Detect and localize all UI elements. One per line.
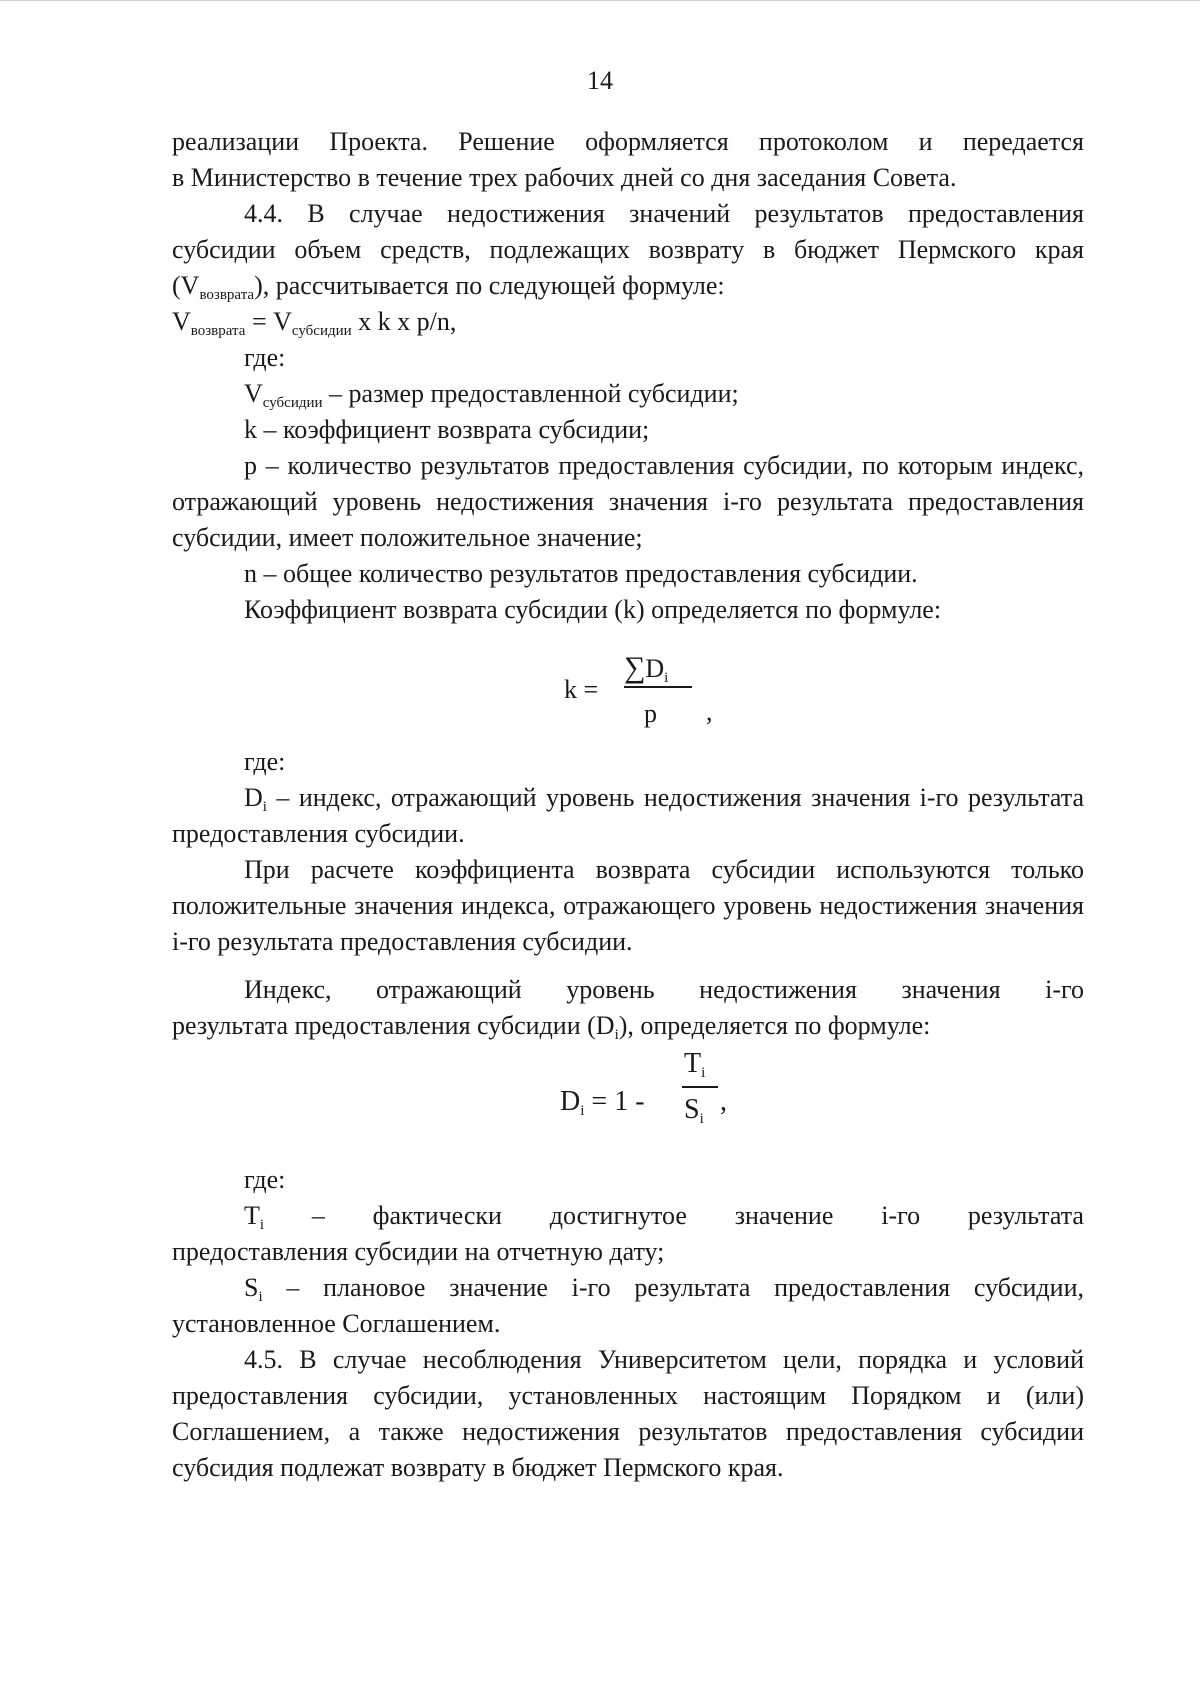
formula-d-rest: = 1 - [584, 1086, 645, 1117]
formula-k-numerator [624, 650, 668, 687]
formula-refund-eq: = V [245, 307, 292, 336]
index-word: отражающий [376, 975, 522, 1004]
index-word: уровень [566, 975, 655, 1004]
formula-d-t-sub: i [701, 1065, 706, 1081]
fraction-line [682, 1086, 718, 1088]
index-word: значения [901, 975, 1001, 1004]
paragraph-continuation-line1: реализации Проекта. Решение оформляется протоколом и передается [172, 127, 1084, 156]
formula-d-denominator [684, 1092, 704, 1128]
paragraph-4-4 [172, 196, 1084, 304]
formula-d [172, 1046, 1084, 1162]
definition-ti-t: T [244, 1201, 260, 1230]
formula-k-denominator: p [644, 699, 657, 728]
definition-ti-word: i-го [881, 1201, 921, 1230]
definition-si [172, 1270, 1084, 1342]
page-number: 14 [587, 66, 613, 95]
where-label-3: где: [244, 1165, 286, 1194]
definition-di [172, 780, 1084, 852]
definition-ti-word: фактически [372, 1201, 502, 1230]
paragraph-4-4-subscript: возврата [199, 287, 255, 303]
definition-ti-line2: предоставления субсидии на отчетную дату; [172, 1237, 665, 1266]
definition-v-subsidy [172, 376, 1084, 412]
definition-v-subscript: субсидии [262, 395, 323, 411]
where-label-1: где: [244, 343, 286, 372]
formula-k-d: D [645, 654, 665, 683]
definition-ti-word: – [311, 1201, 325, 1230]
document-body [172, 124, 1084, 1486]
formula-refund-rest: x k x p/n, [351, 307, 457, 336]
definition-ti-word: достигнутое [549, 1201, 687, 1230]
index-intro-start: результата предоставления субсидии (D [172, 1011, 615, 1040]
paragraph-4-4-end: ), рассчитывается по следующей формуле: [254, 271, 725, 300]
index-intro-line1 [172, 972, 1084, 1008]
definition-ti-word: результата [967, 1201, 1084, 1230]
definition-di-sub: i [262, 799, 267, 815]
formula-d-d: D [560, 1086, 581, 1117]
fraction-line [624, 686, 692, 688]
index-intro-end: ), определяется по формуле: [618, 1011, 931, 1040]
formula-d-comma: , [720, 1086, 727, 1117]
formula-refund-sub1: возврата [190, 323, 246, 339]
formula-d-s: S [684, 1094, 700, 1125]
definition-k: k – коэффициент возврата субсидии; [244, 415, 650, 444]
definition-v-text: – размер предоставленной субсидии; [322, 379, 739, 408]
where-label-2: где: [244, 747, 286, 776]
formula-d-lhs [560, 1084, 645, 1120]
definition-ti-sub: i [259, 1217, 265, 1233]
index-intro-sub: i [614, 1027, 619, 1043]
definition-v-symbol: V [244, 379, 263, 408]
sigma-symbol: ∑ [624, 651, 646, 684]
formula-k-i: i [664, 670, 669, 686]
formula-k [172, 648, 1084, 736]
formula-refund-v: V [172, 307, 191, 336]
formula-refund [172, 304, 1084, 340]
paragraph-4-5: 4.5. В случае несоблюдения Университетом цели, порядка и условий предоставления субсидии, установленных настоящим Порядком и (или) Соглашением, а также недостижения результатов предоставления субсидии субсидия подлежат возврату в бюджет Пермского края. [172, 1345, 1084, 1482]
definition-si-sub: i [258, 1289, 263, 1305]
paragraph-continuation-line2: в Министерство в течение трех рабочих дней со дня заседания Совета. [172, 163, 957, 192]
formula-d-t: T [684, 1048, 702, 1079]
index-word: Индекс, [244, 975, 332, 1004]
formula-d-s-sub: i [699, 1111, 704, 1127]
formula-refund-sub2: субсидии [291, 323, 352, 339]
k-formula-intro: Коэффициент возврата субсидии (k) определяется по формуле: [244, 595, 942, 624]
definition-di-text: – индекс, отражающий уровень недостижения значения i-го результата предоставления субсидии. [172, 783, 1084, 848]
formula-k-lhs: k = [564, 675, 599, 704]
index-intro-line2 [172, 1008, 1084, 1044]
definition-si-s: S [244, 1273, 259, 1302]
paragraph-4-4-start: 4.4. В случае недостижения значений результатов предоставления субсидии объем средств, подлежащих возврату в бюджет Пермского края (V [172, 199, 1084, 300]
formula-k-comma: , [706, 697, 713, 726]
definition-ti-line1 [172, 1198, 1084, 1234]
definition-p: p – количество результатов предоставления субсидии, по которым индекс, отражающий уровень недостижения значения i-го результата предоставления субсидии, имеет положительное значение; [172, 451, 1084, 552]
index-word: i-го [1045, 975, 1084, 1004]
index-word: недостижения [699, 975, 857, 1004]
formula-d-i: i [580, 1103, 585, 1119]
definition-di-d: D [244, 783, 263, 812]
definition-si-text: – плановое значение i-го результата предоставления субсидии, установленное Соглашением. [172, 1273, 1084, 1338]
paragraph-calculation: При расчете коэффициента возврата субсидии используются только положительные значения индекса, отражающего уровень недостижения значения i-го результата предоставления субсидии. [172, 855, 1084, 956]
definition-ti-symbol [244, 1198, 264, 1234]
definition-n: n – общее количество результатов предоставления субсидии. [244, 559, 918, 588]
formula-d-numerator [684, 1046, 705, 1082]
scan-edge [0, 0, 1200, 1]
definition-ti-word: значение [734, 1201, 834, 1230]
